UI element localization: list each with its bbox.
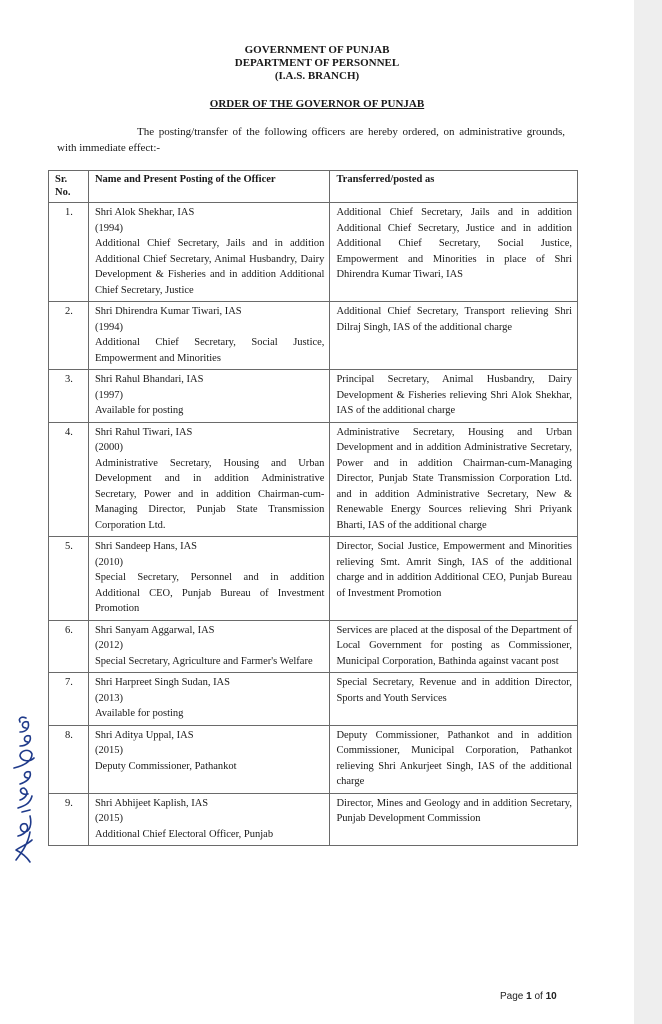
officer-name: Shri Alok Shekhar, IAS [94,207,195,218]
officer-batch: (2013) [94,692,123,704]
header-government: GOVERNMENT OF PUNJAB [244,44,390,56]
transferred-posted-as: Principal Secretary, Animal Husbandry, Dairy Development & Fisheries relieving Shri Alok Shekhar, IAS of the additional charge [330,370,578,423]
table-row [49,203,578,302]
officer-name: Shri Harpreet Singh Sudan, IAS [94,677,230,688]
transferred-posted-as: Administrative Secretary, Housing and Urban Development and in addition Administrative Secretary, Power and in addition Chairman-cum-Managing Director, Punjab State Transmission Corporation Ltd. and in addition Administrative Secretary, New & Renewable Energy Sources relieving Shri Priyank Bharti, IAS of the additional charge [330,422,578,537]
serial-number: 7. [49,673,89,726]
officer-batch: (1994) [94,321,123,333]
header-department: DEPARTMENT OF PERSONNEL [234,57,400,69]
officer-batch: (2000) [94,442,123,453]
officer-cell [88,725,329,793]
serial-number: 8. [49,725,89,793]
officer-batch: (2012) [94,640,123,651]
table-row [49,620,578,673]
page-number [500,991,557,1002]
header-sr-no: Sr. No. [49,171,89,203]
present-posting: Available for posting [94,708,184,719]
table-row [49,537,578,621]
page-current: 1 [526,991,532,1002]
present-posting: Additional Chief Electoral Officer, Punjab [94,828,274,840]
officer-name: Shri Rahul Tiwari, IAS [94,426,193,438]
officer-batch: (2015) [94,745,123,756]
serial-number: 3. [49,370,89,423]
serial-number: 4. [49,422,89,537]
present-posting: Administrative Secretary, Housing and Urban Development and in addition Administrative Secretary, Power and in addition Chairman-cum-Managing Director, Punjab State Transmission Corporation Ltd. [94,457,325,531]
officer-name: Shri Dhirendra Kumar Tiwari, IAS [94,306,242,317]
handwritten-signature [8,712,38,864]
officer-name: Shri Rahul Bhandari, IAS [94,374,204,385]
header-name-present-posting: Name and Present Posting of the Officer [88,171,329,203]
serial-number: 6. [49,620,89,673]
serial-number: 5. [49,537,89,621]
officer-name: Shri Abhijeet Kaplish, IAS [94,797,209,809]
table-row [49,725,578,793]
postings-table [48,170,578,846]
present-posting: Special Secretary, Personnel and in addition Additional CEO, Punjab Bureau of Investment Promotion [94,572,325,614]
transferred-posted-as: Additional Chief Secretary, Jails and in addition Additional Chief Secretary, Justice and in addition Additional Chief Secretary, Social Justice, Empowerment and Minorities in place of Shri Dhirendra Kumar Tiwari, IAS [330,203,578,302]
officer-cell [88,673,329,726]
document-header [0,44,634,83]
transferred-posted-as: Director, Social Justice, Empowerment and Minorities relieving Smt. Amrit Singh, IAS of the additional charge and in addition Additional CEO, Punjab Bureau of Investment Promotion [330,537,578,621]
page-label: Page [500,991,524,1002]
present-posting: Available for posting [94,405,184,416]
header-transferred-posted: Transferred/posted as [330,171,578,203]
officer-batch: (1997) [94,389,123,401]
table-row [49,302,578,370]
present-posting: Additional Chief Secretary, Social Justice, Empowerment and Minorities [94,337,325,364]
serial-number: 2. [49,302,89,370]
table-row [49,793,578,846]
officer-cell [88,537,329,621]
officer-cell [88,203,329,302]
officer-cell [88,302,329,370]
intro-paragraph: The posting/transfer of the following officers are hereby ordered, on administrative grounds, with immediate effect:- [57,126,565,154]
page-edge-strip [634,0,662,1024]
page-of: of [534,991,543,1002]
header-branch: (I.A.S. BRANCH) [274,70,360,82]
serial-number: 9. [49,793,89,846]
officer-batch: (1994) [94,222,123,234]
serial-number: 1. [49,203,89,302]
transferred-posted-as: Director, Mines and Geology and in addition Secretary, Punjab Development Commission [330,793,578,846]
officer-name: Shri Sanyam Aggarwal, IAS [94,624,215,636]
present-posting: Additional Chief Secretary, Jails and in addition Additional Chief Secretary, Animal Husbandry, Dairy Development & Fisheries and in addition Additional Chief Secretary, Justice [94,238,325,296]
officer-cell [88,422,329,537]
transferred-posted-as: Additional Chief Secretary, Transport relieving Shri Dilraj Singh, IAS of the additional charge [330,302,578,370]
present-posting: Special Secretary, Agriculture and Farmer's Welfare [94,655,313,667]
transferred-posted-as: Services are placed at the disposal of the Department of Local Government for posting as Commissioner, Municipal Corporation, Bathinda against vacant post [330,620,578,673]
officer-name: Shri Aditya Uppal, IAS [94,729,194,741]
transferred-posted-as: Special Secretary, Revenue and in addition Director, Sports and Youth Services [330,673,578,726]
officer-name: Shri Sandeep Hans, IAS [94,541,198,552]
officer-cell [88,620,329,673]
table-row [49,422,578,537]
order-title: ORDER OF THE GOVERNOR OF PUNJAB [209,98,425,110]
table-row [49,370,578,423]
transferred-posted-as: Deputy Commissioner, Pathankot and in addition Commissioner, Municipal Corporation, Pathankot relieving Shri Ankurjeet Singh, IAS of the additional charge [330,725,578,793]
officer-batch: (2015) [94,813,123,824]
page-total: 10 [545,991,557,1002]
table-row [49,673,578,726]
officer-cell [88,793,329,846]
officer-batch: (2010) [94,556,123,568]
present-posting: Deputy Commissioner, Pathankot [94,760,237,772]
officer-cell [88,370,329,423]
table-header-row [49,171,578,203]
